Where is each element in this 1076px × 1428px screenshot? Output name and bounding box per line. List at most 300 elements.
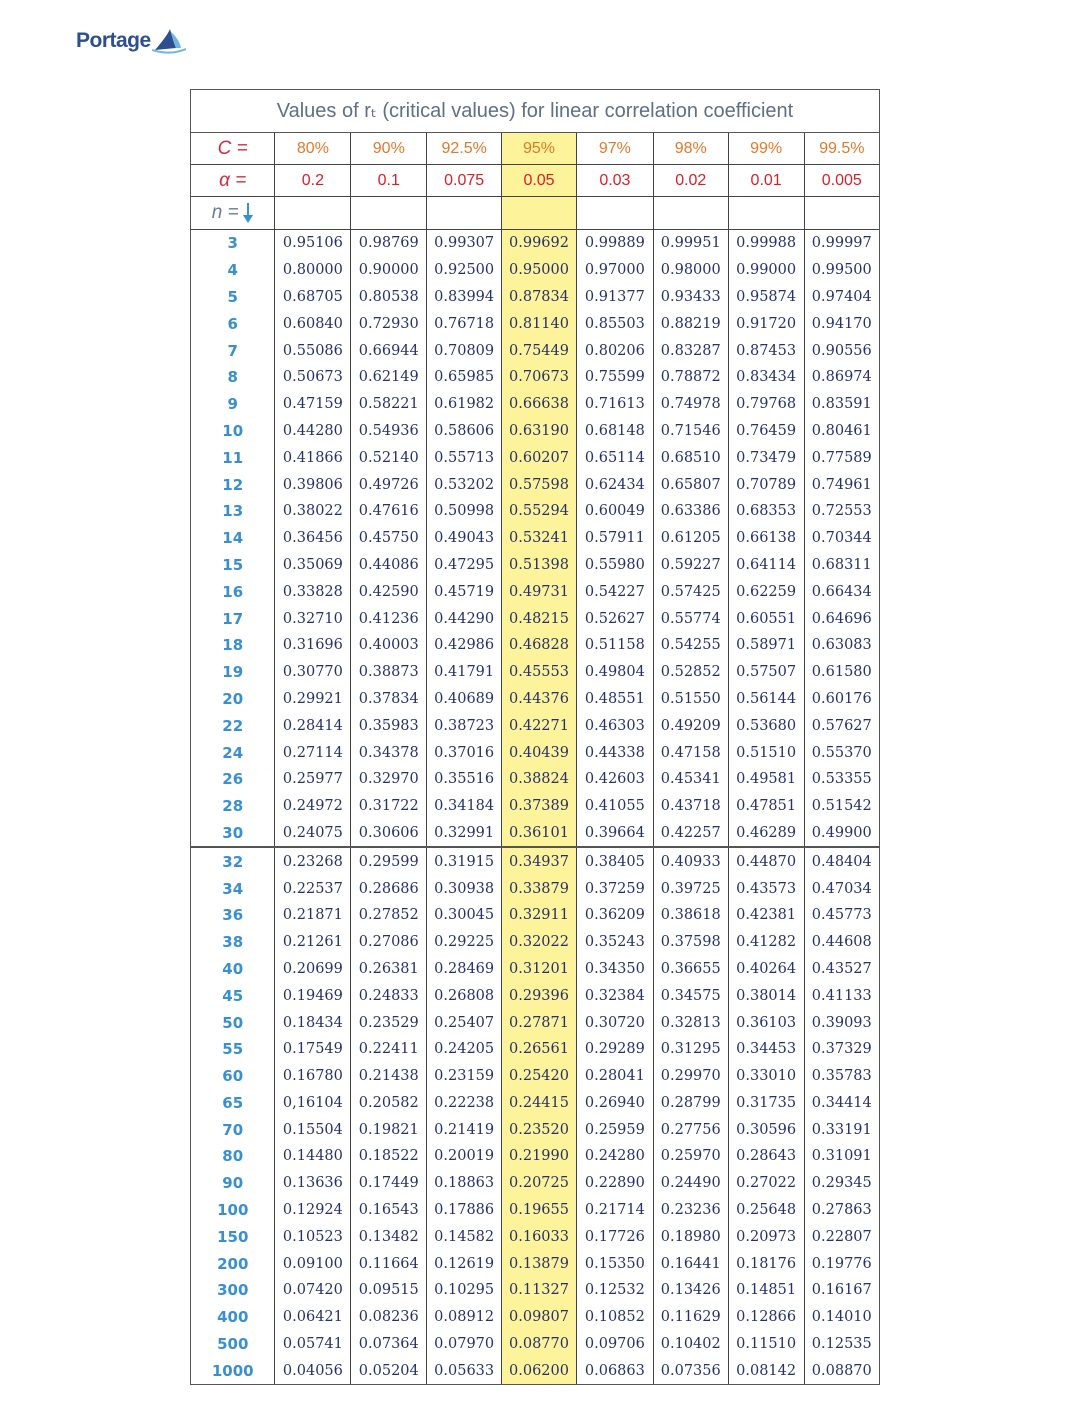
critical-value: 0.27022 [728, 1170, 804, 1197]
row-n: 55 [191, 1036, 275, 1063]
critical-value: 0.44870 [728, 847, 804, 875]
n-header-row [191, 197, 879, 230]
row-n: 28 [191, 793, 275, 820]
critical-value: 0.52627 [576, 605, 653, 632]
critical-value: 0.47295 [427, 552, 502, 579]
critical-value: 0.51398 [502, 552, 577, 579]
critical-value: 0.16780 [275, 1063, 351, 1090]
critical-value: 0.20582 [351, 1090, 427, 1117]
critical-value: 0.17886 [427, 1197, 502, 1224]
table-title: Values of rₜ (critical values) for linear correlation coefficient [191, 90, 879, 133]
critical-value: 0.15504 [275, 1116, 351, 1143]
critical-value: 0.19776 [811, 1255, 872, 1272]
critical-value: 0.06200 [502, 1357, 577, 1384]
critical-value: 0.37016 [427, 739, 502, 766]
alpha-level: 0.05 [502, 165, 577, 197]
critical-value: 0.49900 [811, 824, 872, 841]
critical-value: 0.74978 [653, 391, 728, 418]
critical-value: 0.65807 [653, 471, 728, 498]
critical-value: 0.14480 [275, 1143, 351, 1170]
n-label: n = [211, 202, 239, 223]
alpha-level: 0.1 [351, 165, 427, 197]
table-row [191, 659, 879, 686]
critical-value: 0.30596 [728, 1116, 804, 1143]
critical-value: 0.36456 [275, 525, 351, 552]
critical-value: 0.25407 [427, 1009, 502, 1036]
critical-value: 0.05741 [275, 1331, 351, 1358]
row-n: 40 [191, 956, 275, 983]
critical-value: 0.15350 [576, 1250, 653, 1277]
table-row [191, 391, 879, 418]
critical-value: 0.99951 [653, 230, 728, 257]
critical-value: 0.09515 [351, 1277, 427, 1304]
critical-value: 0.72553 [811, 503, 872, 520]
critical-value: 0.07970 [427, 1331, 502, 1358]
critical-value: 0.26381 [351, 956, 427, 983]
critical-value: 0.48215 [502, 605, 577, 632]
critical-value: 0.53202 [427, 471, 502, 498]
critical-value: 0.40689 [427, 686, 502, 713]
critical-value: 0.99692 [502, 230, 577, 257]
critical-value: 0.77589 [811, 449, 872, 466]
critical-value: 0.35516 [427, 766, 502, 793]
critical-value: 0.51510 [728, 739, 804, 766]
alpha-row [191, 165, 879, 197]
critical-value: 0.27852 [351, 902, 427, 929]
critical-value: 0.14851 [728, 1277, 804, 1304]
critical-value: 0.34453 [728, 1036, 804, 1063]
critical-value: 0.93433 [653, 284, 728, 311]
critical-value: 0.44608 [811, 934, 872, 951]
critical-value: 0.25977 [275, 766, 351, 793]
row-n: 70 [191, 1116, 275, 1143]
critical-value: 0.16033 [502, 1223, 577, 1250]
critical-value: 0.55294 [502, 498, 577, 525]
critical-value: 0.44338 [576, 739, 653, 766]
critical-value: 0.20725 [502, 1170, 577, 1197]
row-n: 60 [191, 1063, 275, 1090]
critical-value: 0.37329 [811, 1041, 872, 1058]
critical-value: 0.66638 [502, 391, 577, 418]
critical-value: 0.37389 [502, 793, 577, 820]
critical-value: 0.81140 [502, 310, 577, 337]
confidence-level: 99.5% [804, 133, 879, 165]
critical-value: 0.95000 [502, 257, 577, 284]
critical-value: 0.20699 [275, 956, 351, 983]
critical-value: 0.41282 [728, 929, 804, 956]
values-grid [191, 133, 879, 1384]
critical-value: 0.11510 [728, 1331, 804, 1358]
table-row [191, 632, 879, 659]
critical-value: 0.45719 [427, 578, 502, 605]
critical-value: 0.61982 [427, 391, 502, 418]
critical-value: 0.19469 [275, 982, 351, 1009]
critical-value: 0.37259 [576, 875, 653, 902]
row-n: 19 [191, 659, 275, 686]
table-row [191, 498, 879, 525]
critical-value: 0.21261 [275, 929, 351, 956]
critical-value: 0.13636 [275, 1170, 351, 1197]
critical-value: 0.62149 [351, 364, 427, 391]
critical-value: 0.29599 [351, 847, 427, 875]
table-row [191, 686, 879, 713]
critical-values-table [190, 89, 880, 1385]
critical-value: 0.23236 [653, 1197, 728, 1224]
critical-value: 0.79768 [728, 391, 804, 418]
table-row [191, 1170, 879, 1197]
empty-header-cell [427, 197, 502, 230]
row-n: 30 [191, 820, 275, 848]
table-row [191, 418, 879, 445]
critical-value: 0.18522 [351, 1143, 427, 1170]
alpha-level: 0.005 [804, 165, 879, 197]
critical-value: 0.56144 [728, 686, 804, 713]
critical-value: 0.47158 [653, 739, 728, 766]
critical-value: 0.04056 [275, 1357, 351, 1384]
critical-value: 0.68148 [576, 418, 653, 445]
critical-value: 0.14582 [427, 1223, 502, 1250]
critical-value: 0.47034 [811, 880, 872, 897]
critical-value: 0.99997 [811, 235, 872, 252]
critical-value: 0.45553 [502, 659, 577, 686]
critical-value: 0.97404 [811, 288, 872, 305]
critical-value: 0.12924 [275, 1197, 351, 1224]
critical-value: 0.51158 [576, 632, 653, 659]
table-row [191, 578, 879, 605]
critical-value: 0.20973 [728, 1223, 804, 1250]
row-n: 50 [191, 1009, 275, 1036]
critical-value: 0.41791 [427, 659, 502, 686]
critical-value: 0.29396 [502, 982, 577, 1009]
critical-value: 0.43573 [728, 875, 804, 902]
table-row [191, 766, 879, 793]
critical-value: 0.64114 [728, 552, 804, 579]
critical-value: 0.18980 [653, 1223, 728, 1250]
row-n: 26 [191, 766, 275, 793]
critical-value: 0.34414 [811, 1094, 872, 1111]
critical-value: 0.91377 [576, 284, 653, 311]
critical-value: 0.37834 [351, 686, 427, 713]
critical-value: 0.13482 [351, 1223, 427, 1250]
critical-value: 0.54255 [653, 632, 728, 659]
critical-value: 0.28799 [653, 1090, 728, 1117]
critical-value: 0.12532 [576, 1277, 653, 1304]
critical-value: 0.44376 [502, 686, 577, 713]
critical-value: 0.44290 [427, 605, 502, 632]
critical-value: 0.17726 [576, 1223, 653, 1250]
critical-value: 0.57598 [502, 471, 577, 498]
critical-value: 0.52140 [351, 444, 427, 471]
critical-value: 0.95106 [275, 230, 351, 257]
confidence-level: 98% [653, 133, 728, 165]
critical-value: 0.46289 [728, 820, 804, 848]
critical-value: 0.40003 [351, 632, 427, 659]
critical-value: 0.34378 [351, 739, 427, 766]
critical-value: 0.28686 [351, 875, 427, 902]
critical-value: 0.40933 [653, 847, 728, 875]
critical-value: 0.45341 [653, 766, 728, 793]
table-row [191, 471, 879, 498]
table-row [191, 739, 879, 766]
critical-value: 0.38618 [653, 902, 728, 929]
row-n: 8 [191, 364, 275, 391]
table-row [191, 982, 879, 1009]
critical-value: 0.38723 [427, 712, 502, 739]
critical-value: 0.83434 [728, 364, 804, 391]
critical-value: 0.23268 [275, 847, 351, 875]
critical-value: 0.50673 [275, 364, 351, 391]
critical-value: 0.34350 [576, 956, 653, 983]
critical-value: 0.70809 [427, 337, 502, 364]
critical-value: 0.71613 [576, 391, 653, 418]
critical-value: 0.80461 [811, 422, 872, 439]
critical-value: 0.22238 [427, 1090, 502, 1117]
table-row [191, 284, 879, 311]
critical-value: 0.29345 [811, 1175, 872, 1192]
critical-value: 0.31091 [811, 1148, 872, 1165]
critical-value: 0.60207 [502, 444, 577, 471]
table-row [191, 793, 879, 820]
critical-value: 0.23159 [427, 1063, 502, 1090]
critical-value: 0.22411 [351, 1036, 427, 1063]
critical-value: 0.36101 [502, 820, 577, 848]
critical-value: 0.28414 [275, 712, 351, 739]
table-row [191, 1143, 879, 1170]
critical-value: 0.10523 [275, 1223, 351, 1250]
critical-value: 0.33828 [275, 578, 351, 605]
critical-value: 0.99500 [811, 262, 872, 279]
critical-value: 0.07420 [275, 1277, 351, 1304]
critical-value: 0.38022 [275, 498, 351, 525]
critical-value: 0.10852 [576, 1304, 653, 1331]
critical-value: 0.36103 [728, 1009, 804, 1036]
critical-value: 0.23529 [351, 1009, 427, 1036]
table-row [191, 875, 879, 902]
critical-value: 0.11664 [351, 1250, 427, 1277]
row-n: 36 [191, 902, 275, 929]
row-n: 16 [191, 578, 275, 605]
critical-value: 0.39806 [275, 471, 351, 498]
table-row [191, 1036, 879, 1063]
table-row [191, 929, 879, 956]
critical-value: 0.42381 [728, 902, 804, 929]
critical-value: 0.99988 [728, 230, 804, 257]
critical-value: 0.21871 [275, 902, 351, 929]
critical-value: 0.99000 [728, 257, 804, 284]
row-n: 11 [191, 444, 275, 471]
critical-value: 0.49209 [653, 712, 728, 739]
critical-value: 0.16167 [811, 1282, 872, 1299]
critical-value: 0.21419 [427, 1116, 502, 1143]
critical-value: 0.08142 [728, 1357, 804, 1384]
critical-value: 0.53241 [502, 525, 577, 552]
critical-value: 0.33879 [502, 875, 577, 902]
critical-value: 0.75599 [576, 364, 653, 391]
critical-value: 0.62434 [576, 471, 653, 498]
critical-value: 0.49804 [576, 659, 653, 686]
critical-value: 0.55086 [275, 337, 351, 364]
critical-value: 0.52852 [653, 659, 728, 686]
critical-value: 0.31696 [275, 632, 351, 659]
critical-value: 0.60176 [811, 690, 872, 707]
row-n: 20 [191, 686, 275, 713]
critical-value: 0.90000 [351, 257, 427, 284]
critical-value: 0.38873 [351, 659, 427, 686]
critical-value: 0.47159 [275, 391, 351, 418]
critical-value: 0.63386 [653, 498, 728, 525]
row-n: 13 [191, 498, 275, 525]
critical-value: 0.87834 [502, 284, 577, 311]
table-row [191, 902, 879, 929]
critical-value: 0.57627 [811, 717, 872, 734]
critical-value: 0.14010 [811, 1309, 872, 1326]
critical-value: 0.66434 [811, 583, 872, 600]
critical-value: 0.58971 [728, 632, 804, 659]
critical-value: 0.50998 [427, 498, 502, 525]
critical-value: 0.31735 [728, 1090, 804, 1117]
critical-value: 0.09100 [275, 1250, 351, 1277]
critical-value: 0.18176 [728, 1250, 804, 1277]
row-n: 15 [191, 552, 275, 579]
row-n: 12 [191, 471, 275, 498]
critical-value: 0.99889 [576, 230, 653, 257]
critical-value: 0.12535 [811, 1336, 872, 1353]
critical-value: 0.60049 [576, 498, 653, 525]
row-n: 300 [191, 1277, 275, 1304]
confidence-level: 99% [728, 133, 804, 165]
critical-value: 0.32991 [427, 820, 502, 848]
critical-value: 0.59227 [653, 552, 728, 579]
critical-value: 0.76718 [427, 310, 502, 337]
critical-value: 0.63083 [811, 637, 872, 654]
critical-value: 0.05633 [427, 1357, 502, 1384]
critical-value: 0.98769 [351, 230, 427, 257]
critical-value: 0.30606 [351, 820, 427, 848]
critical-value: 0.57507 [728, 659, 804, 686]
critical-value: 0.58606 [427, 418, 502, 445]
critical-value: 0.66944 [351, 337, 427, 364]
critical-value: 0.29921 [275, 686, 351, 713]
critical-value: 0.12619 [427, 1250, 502, 1277]
table-header [191, 133, 879, 230]
critical-value: 0.16543 [351, 1197, 427, 1224]
critical-value: 0.32911 [502, 902, 577, 929]
critical-value: 0.17449 [351, 1170, 427, 1197]
critical-value: 0.31295 [653, 1036, 728, 1063]
confidence-level: 90% [351, 133, 427, 165]
row-n: 5 [191, 284, 275, 311]
table-row [191, 1223, 879, 1250]
critical-value: 0.09807 [502, 1304, 577, 1331]
critical-value: 0.54936 [351, 418, 427, 445]
table-body-part-2 [191, 847, 879, 1384]
critical-value: 0.51550 [653, 686, 728, 713]
critical-value: 0.61205 [653, 525, 728, 552]
critical-value: 0.49581 [728, 766, 804, 793]
critical-value: 0.38405 [576, 847, 653, 875]
critical-value: 0.35783 [811, 1068, 872, 1085]
critical-value: 0.65114 [576, 444, 653, 471]
critical-value: 0.17549 [275, 1036, 351, 1063]
critical-value: 0.30770 [275, 659, 351, 686]
critical-value: 0.73479 [728, 444, 804, 471]
critical-value: 0.62259 [728, 578, 804, 605]
critical-value: 0.42271 [502, 712, 577, 739]
row-n: 4 [191, 257, 275, 284]
critical-value: 0.36209 [576, 902, 653, 929]
critical-value: 0.41866 [275, 444, 351, 471]
critical-value: 0.18863 [427, 1170, 502, 1197]
critical-value: 0.48551 [576, 686, 653, 713]
row-n: 1000 [191, 1357, 275, 1384]
critical-value: 0.68311 [811, 556, 872, 573]
critical-value: 0.80000 [275, 257, 351, 284]
critical-value: 0.06421 [275, 1304, 351, 1331]
critical-value: 0.28643 [728, 1143, 804, 1170]
alpha-level: 0.075 [427, 165, 502, 197]
table-row [191, 605, 879, 632]
empty-header-cell [576, 197, 653, 230]
alpha-label: α = [191, 165, 275, 197]
table-row [191, 310, 879, 337]
critical-value: 0.66138 [728, 525, 804, 552]
critical-value: 0.08912 [427, 1304, 502, 1331]
critical-value: 0.91720 [728, 310, 804, 337]
critical-value: 0.24833 [351, 982, 427, 1009]
critical-value: 0.88219 [653, 310, 728, 337]
row-n: 45 [191, 982, 275, 1009]
critical-value: 0.55370 [811, 744, 872, 761]
critical-value: 0.45750 [351, 525, 427, 552]
table-row [191, 1197, 879, 1224]
confidence-label: C = [191, 133, 275, 165]
critical-value: 0.08236 [351, 1304, 427, 1331]
critical-value: 0.53680 [728, 712, 804, 739]
critical-value: 0.25970 [653, 1143, 728, 1170]
critical-value: 0.57911 [576, 525, 653, 552]
row-n: 500 [191, 1331, 275, 1358]
critical-value: 0.86974 [811, 369, 872, 386]
critical-value: 0.83287 [653, 337, 728, 364]
table-row [191, 1250, 879, 1277]
critical-value: 0.22807 [811, 1228, 872, 1245]
row-n: 3 [191, 230, 275, 257]
critical-value: 0.29225 [427, 929, 502, 956]
critical-value: 0.35243 [576, 929, 653, 956]
critical-value: 0.08870 [811, 1362, 872, 1379]
critical-value: 0.55774 [653, 605, 728, 632]
confidence-level: 95% [502, 133, 577, 165]
critical-value: 0.23520 [502, 1116, 577, 1143]
critical-value: 0.13879 [502, 1250, 577, 1277]
critical-value: 0.49043 [427, 525, 502, 552]
critical-value: 0.24280 [576, 1143, 653, 1170]
critical-value: 0.61580 [811, 664, 872, 681]
table-row [191, 1331, 879, 1358]
critical-value: 0.27871 [502, 1009, 577, 1036]
critical-value: 0.32384 [576, 982, 653, 1009]
critical-value: 0.24205 [427, 1036, 502, 1063]
row-n: 400 [191, 1304, 275, 1331]
confidence-row [191, 133, 879, 165]
row-n: 65 [191, 1090, 275, 1117]
critical-value: 0.95874 [728, 284, 804, 311]
critical-value: 0.47851 [728, 793, 804, 820]
critical-value: 0.46303 [576, 712, 653, 739]
confidence-level: 97% [576, 133, 653, 165]
critical-value: 0.13426 [653, 1277, 728, 1304]
critical-value: 0.34184 [427, 793, 502, 820]
